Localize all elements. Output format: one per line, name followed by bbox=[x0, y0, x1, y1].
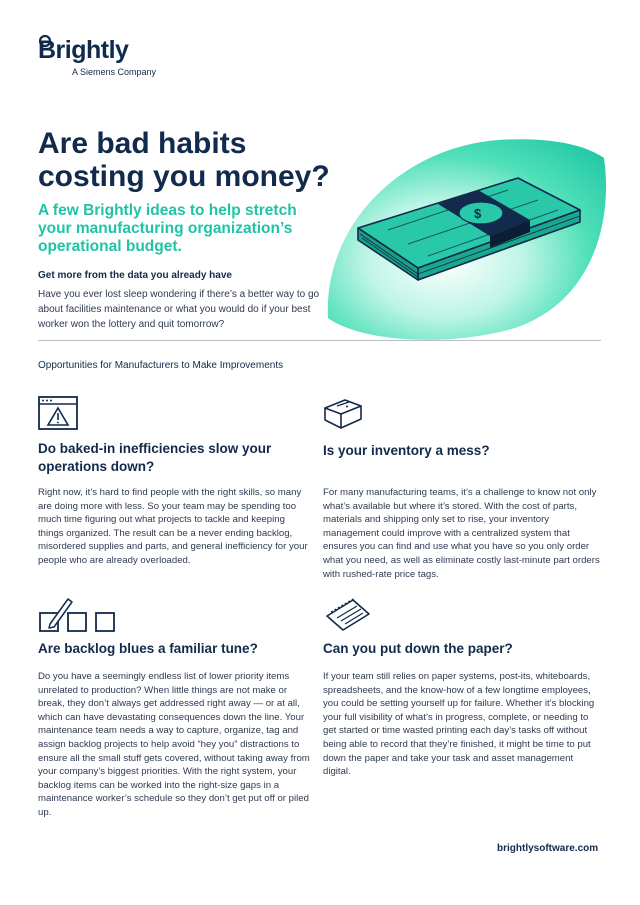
logo-tagline: A Siemens Company bbox=[72, 67, 157, 77]
intro-title: Get more from the data you already have bbox=[38, 270, 232, 281]
card-title: Can you put down the paper? bbox=[323, 641, 513, 656]
card-body: Do you have a seemingly endless list of lower priority items unrelated to production? When little things are not make or break, they don’t always get addressed right away — or at all, which can have devastating consequences down the line. Your maintenance team needs a way to capture, organize, tag and assign backlog projects to help avoid “hey you” distractions to ensure all the small stuff gets covered, without taking away from your company’s biggest priorities. With the right system, your backlog items can be worked into the right-size gaps in a maintenance worker’s schedule so they don’t get put off or piled up. bbox=[38, 671, 310, 818]
hero-illustration bbox=[318, 118, 618, 348]
card-title: Are backlog blues a familiar tune? bbox=[38, 641, 258, 656]
card-body: Right now, it’s hard to find people with the right skills, so many are doing more with less. So your team may be spending too much time figuring out what projects to tackle and keeping things organized. The result can be a never ending backlog, misordered supplies and parts, and general inefficiency for your people who are already overloaded. bbox=[38, 487, 308, 566]
card-title: Do baked-in inefficiencies slow your operations down? bbox=[38, 441, 272, 474]
notepad-icon bbox=[323, 598, 373, 632]
inventory-box-icon bbox=[323, 398, 363, 430]
money-stack-icon bbox=[318, 118, 618, 348]
logo-mark-icon bbox=[39, 34, 61, 48]
card-title: Is your inventory a mess? bbox=[323, 443, 490, 458]
divider bbox=[38, 340, 601, 341]
subheadline: A few Brightly ideas to help stretch your manufacturing organization’s operational budget. bbox=[38, 202, 297, 255]
checkbox-pen-icon bbox=[38, 596, 118, 634]
card-inventory bbox=[323, 398, 603, 581]
footer-url[interactable]: brightlysoftware.com bbox=[497, 843, 599, 854]
svg-text:$: $ bbox=[474, 206, 482, 221]
card-backlog bbox=[38, 596, 310, 820]
logo-wordmark: Brightly bbox=[38, 36, 129, 64]
card-paper bbox=[323, 598, 603, 779]
page-title: Are bad habits costing you money? bbox=[38, 127, 330, 193]
card-inefficiencies bbox=[38, 396, 310, 568]
browser-warning-icon bbox=[38, 396, 78, 430]
opportunities-label: Opportunities for Manufacturers to Make Improvements bbox=[38, 360, 284, 371]
intro-body: Have you ever lost sleep wondering if there’s a better way to go about facilities maintenance or what you would do if your best worker won the lottery and quit tomorrow? bbox=[38, 289, 320, 330]
card-body: For many manufacturing teams, it’s a challenge to know not only what’s available but where it’s stored. With the cost of parts, materials and shipping only set to rise, your inventory management could improve with a centralized system that ensures you can find and use what you have so you only order what you need, as well as eliminate costly last-minute part orders with rushed-rate price tags. bbox=[323, 487, 600, 580]
card-body: If your team still relies on paper systems, post-its, whiteboards, spreadsheets, and the know-how of a few longtime employees, you could be setting yourself up for failure. Whether it’s blocking your full visibility of what’s in progress, complete, or needing to get started or time wasted printing each day’s tasks off without being able to record that they’re finished, it might be time to put down the paper and take your task and asset management digital. bbox=[323, 671, 595, 778]
